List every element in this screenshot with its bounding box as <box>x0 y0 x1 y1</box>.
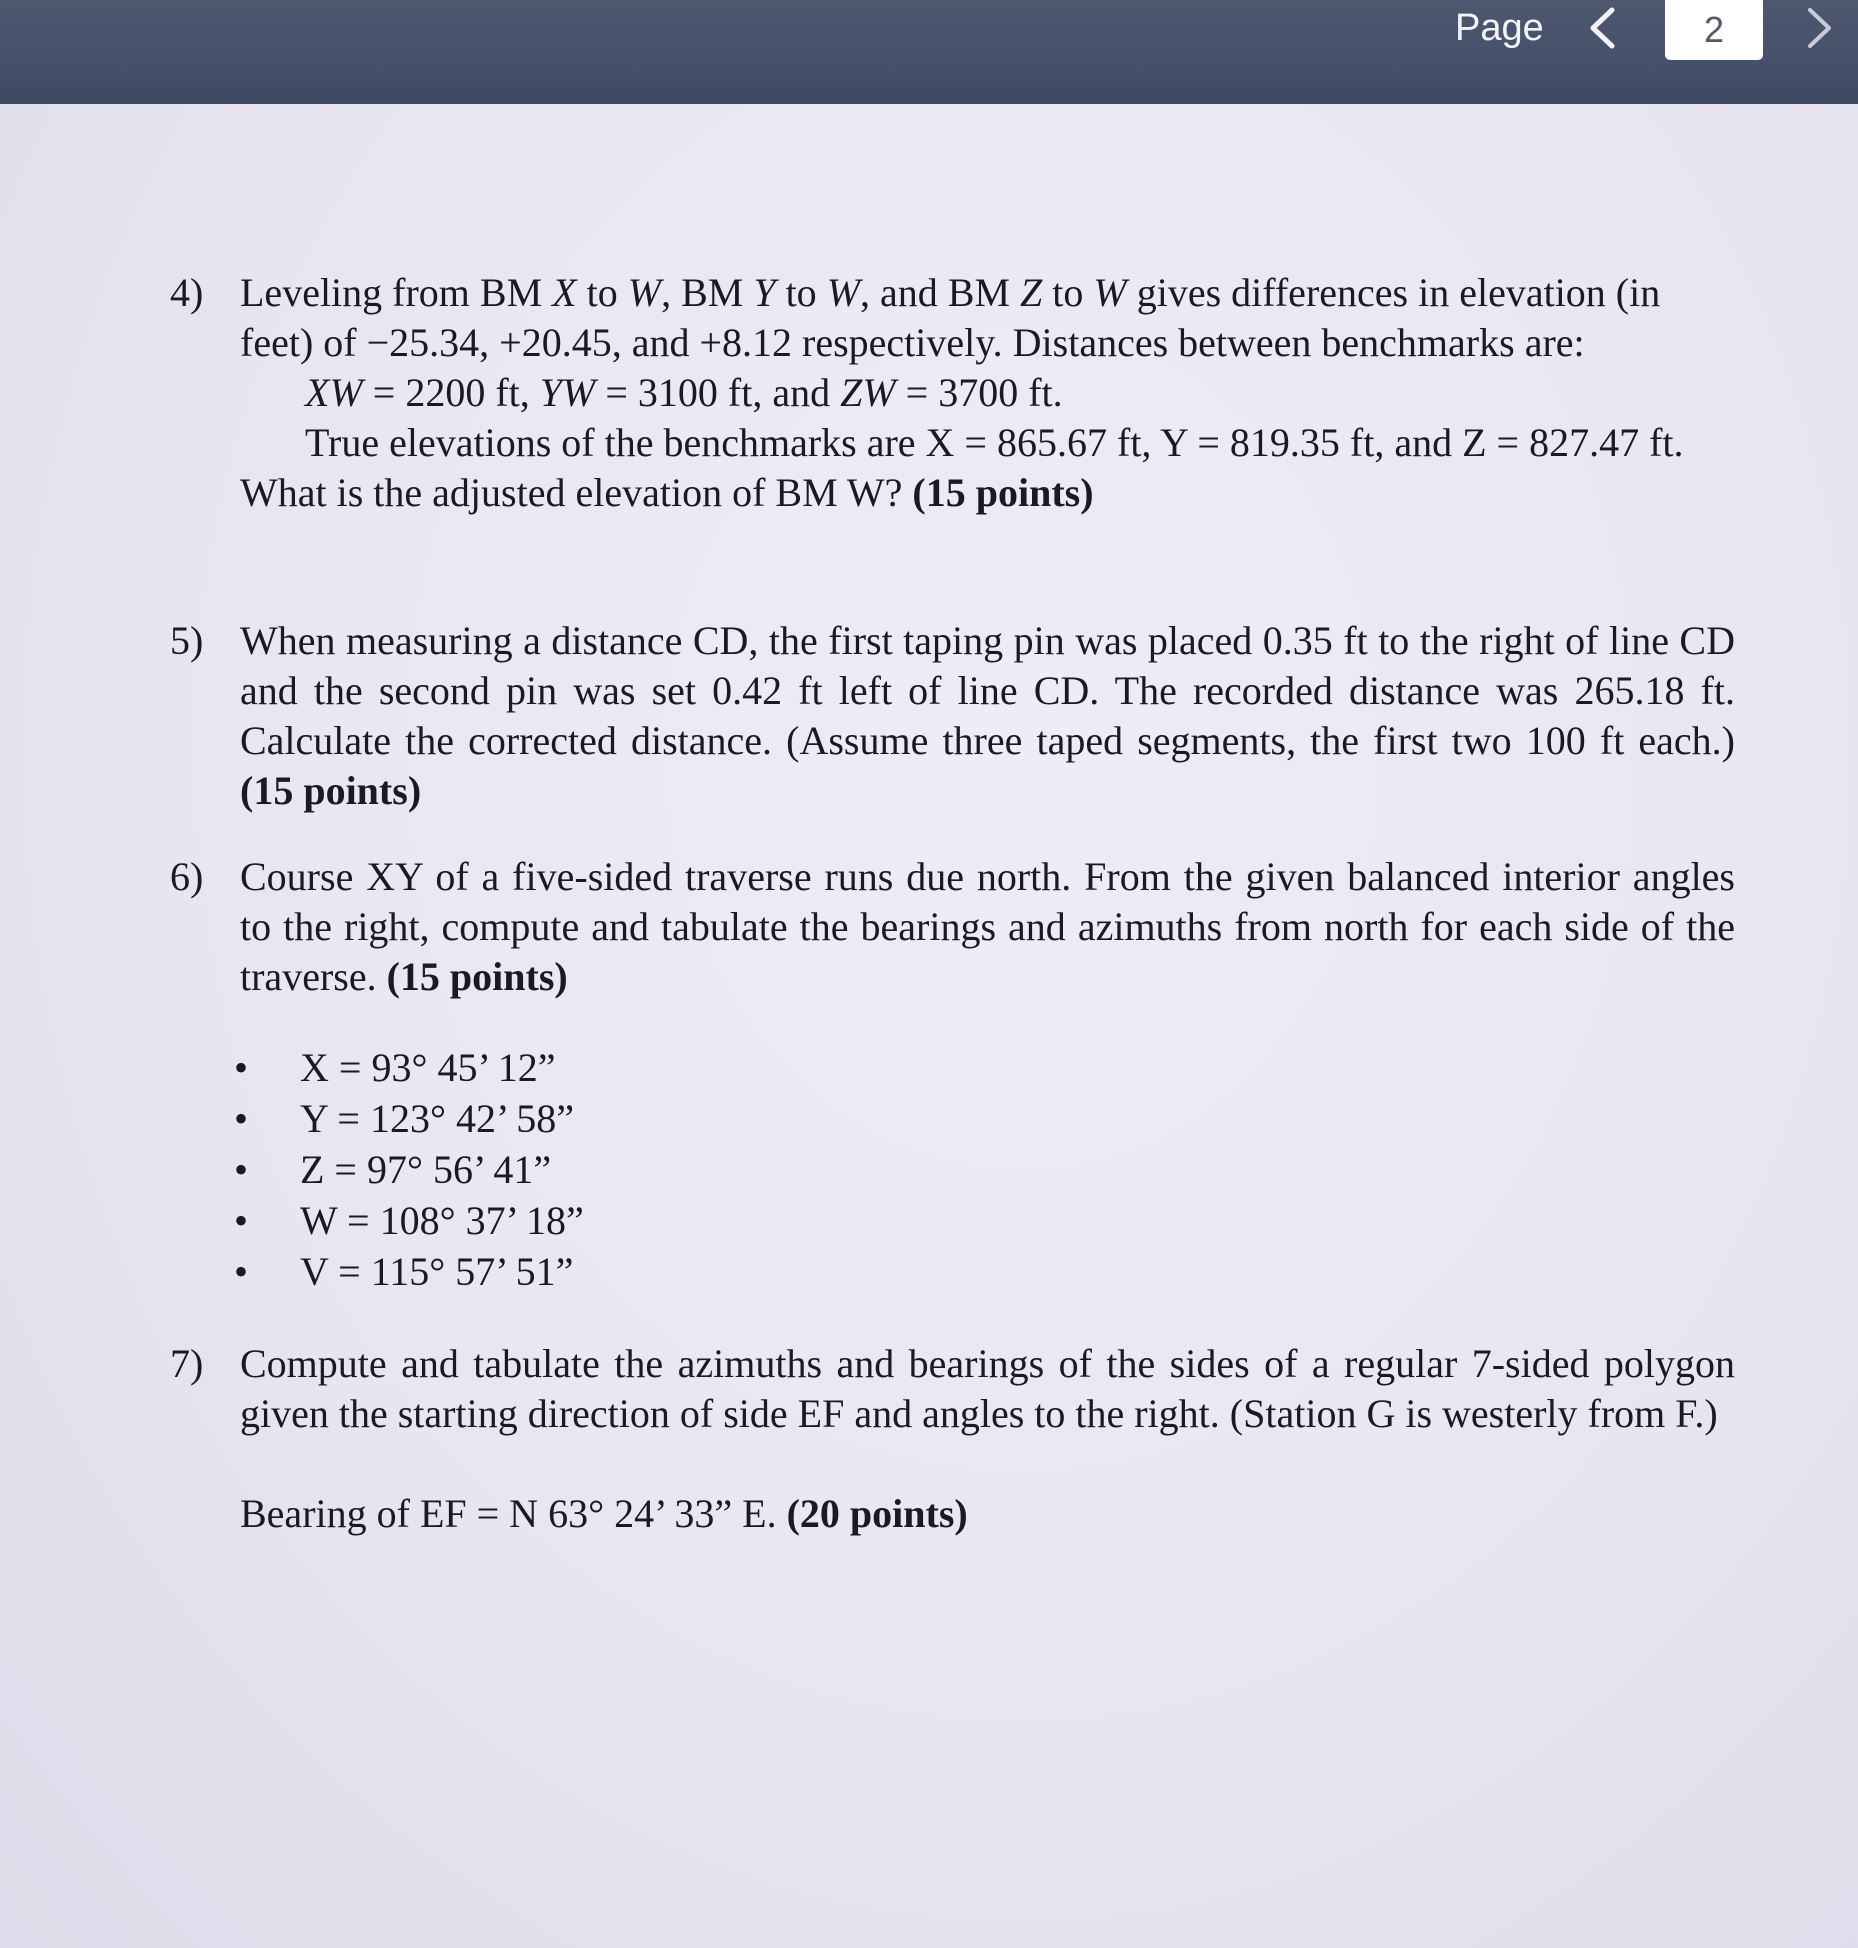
list-item: • X = 93° 45’ 12” <box>170 1042 1760 1093</box>
question-6-text: Course XY of a five-sided traverse runs due north. From the given balanced interior angles to the right, compute and tabulate the bearings and azimuths from north for each side of the traverse. (15 points) <box>240 854 1735 999</box>
points-label: (15 points) <box>240 768 422 813</box>
question-4-line-2: feet) of −25.34, +20.45, and +8.12 respectively. Distances between benchmarks are: <box>240 320 1585 365</box>
bullet-icon: • <box>234 1096 249 1141</box>
list-item: • V = 115° 57’ 51” <box>170 1246 1760 1297</box>
question-number: 5) <box>170 618 204 663</box>
list-item: • Y = 123° 42’ 58” <box>170 1093 1760 1144</box>
bullet-icon: • <box>234 1249 249 1294</box>
question-number: 4) <box>170 270 204 315</box>
question-number: 7) <box>170 1341 204 1386</box>
interior-angles-list <box>170 1042 1760 1297</box>
document-content <box>170 268 1760 1539</box>
points-label: (15 points) <box>912 470 1094 515</box>
question-7-bearing: Bearing of EF = N 63° 24’ 33” E. (20 points) <box>240 1491 968 1536</box>
question-4-true-elevations: True elevations of the benchmarks are X = 865.67 ft, Y = 819.35 ft, and Z = 827.47 ft. <box>305 420 1684 465</box>
question-7-text: Compute and tabulate the azimuths and bearings of the sides of a regular 7-sided polygon given the starting direction of side EF and angles to the right. (Station G is westerly from F.) <box>240 1341 1735 1436</box>
chevron-right-icon <box>1802 5 1838 51</box>
next-page-button[interactable] <box>1790 0 1850 56</box>
question-4-prompt: What is the adjusted elevation of BM W? (15 points) <box>240 470 1094 515</box>
question-4-distances: XW = 2200 ft, YW = 3100 ft, and ZW = 3700 ft. <box>305 370 1063 415</box>
question-6 <box>170 852 1760 1002</box>
question-5-text: When measuring a distance CD, the first taping pin was placed 0.35 ft to the right of line CD and the second pin was set 0.42 ft left of line CD. The recorded distance was 265.18 ft. Calculate the corrected distance. (Assume three taped segments, the first two 100 ft each.) (15 points) <box>240 618 1735 813</box>
list-item: • Z = 97° 56’ 41” <box>170 1144 1760 1195</box>
bullet-icon: • <box>234 1147 249 1192</box>
points-label: (15 points) <box>386 954 568 999</box>
bullet-icon: • <box>234 1045 249 1090</box>
question-4 <box>170 268 1760 518</box>
bullet-icon: • <box>234 1198 249 1243</box>
previous-page-button[interactable] <box>1572 0 1632 56</box>
chevron-left-icon <box>1584 5 1620 51</box>
points-label: (20 points) <box>786 1491 968 1536</box>
question-7 <box>170 1339 1760 1539</box>
page-number-input[interactable]: 2 <box>1665 0 1763 60</box>
toolbar <box>0 0 1858 104</box>
question-5 <box>170 616 1760 816</box>
question-number: 6) <box>170 854 204 899</box>
page-label: Page <box>1455 7 1544 49</box>
list-item: • W = 108° 37’ 18” <box>170 1195 1760 1246</box>
question-4-line-1: Leveling from BM X to W, BM Y to W, and BM Z to W gives differences in elevation (in <box>240 270 1661 315</box>
